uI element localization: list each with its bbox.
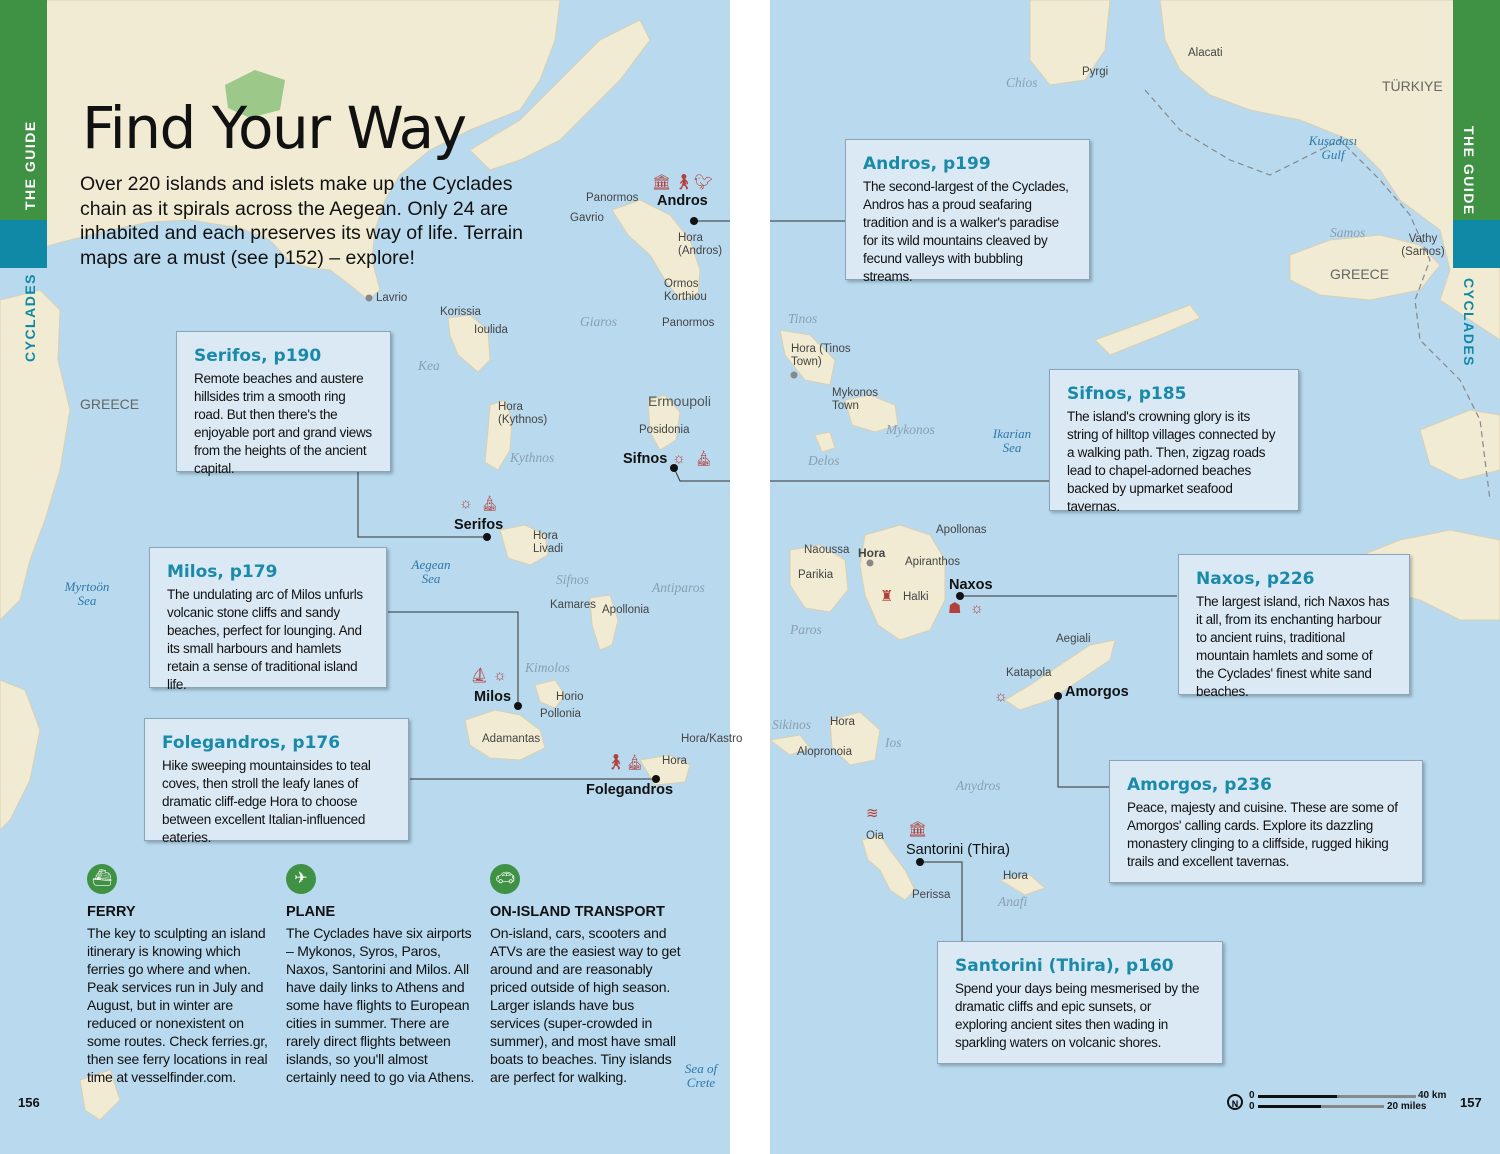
town-label: Hora [830,716,855,728]
town-label: Kamares [550,599,597,611]
town-label: Perissa [912,889,951,901]
page-gutter [730,0,770,1154]
town-label: Apollonas [936,524,987,536]
island-name-label: Kea [418,358,440,373]
town-label: Vathy (Samos) [1401,233,1445,258]
island-label-milos: Milos [474,689,512,705]
sunset-icon: ☼ [493,667,507,684]
info-box-naxos [1178,554,1410,699]
info-box-text: Spend your days being mesmerised by the dramatic cliffs and epic sunsets, or exploring ancient sites then wading in sparkling waters on volcanic shores. [955,981,1200,1050]
sea-label: Aegean Sea [411,557,451,586]
info-box-text: Hike sweeping mountainsides to teal coves, then stroll the leafy lanes of dramatic cliff-edge Hora to choose between excellent Italian-influenced eateries. [162,758,371,845]
north-arrow-icon: N [1227,1094,1243,1110]
info-box-amorgos [1109,760,1423,883]
town-label: Hora [1003,870,1028,882]
town-label: Apiranthos [905,556,960,568]
transport-ferry-text: The key to sculpting an island itinerary is knowing which ferries go where and when. Peak services run in July and August, but in winter are reduced or nonexistent on some routes. Check ferries.gr, then see ferry locations in real time at vesselfinder.com. [87,925,268,1085]
info-box-folegandros [144,718,409,845]
tab-region-left-marker [0,220,47,268]
island-name-label: Antiparos [652,580,705,595]
sea-label: Sea of Crete [684,1061,718,1090]
plane-icon: ✈︎ [286,864,316,894]
sunset-icon: ☼ [994,688,1008,705]
town-label: Hora [662,755,687,767]
island-name-label: Anydros [956,778,1001,793]
tab-guide-left-label: THE GUIDE [22,120,38,210]
town-label: Hora (Tinos Town) [791,343,851,368]
island-name-label: Giaros [580,314,618,329]
town-label: Aegiali [1056,633,1091,645]
scale-label-km: 40 km [1418,1090,1447,1101]
info-box-serifos [176,331,391,476]
island-label-serifos: Serifos [454,517,504,533]
info-box-title: Andros, p199 [863,154,991,174]
museum-icon: 🏛︎ [908,821,928,838]
sea-label: Myrtoön Sea [64,579,110,608]
town-label-hora-naxos: Hora [858,546,886,560]
hiker-icon: 🚶︎ [674,174,694,191]
church-icon: ⛪︎ [694,450,714,467]
town-label: Hora/Kastro [681,733,743,745]
info-box-text: The largest island, rich Naxos has it all, from its enchanting harbour to ancient ruins, traditional mountain hamlets and some of the Cyclades' finest white sand beaches. [1196,594,1390,699]
town-label: Hora (Kythnos) [498,401,548,426]
car-icon: 🚗︎ [490,864,520,894]
info-box-title: Milos, p179 [167,562,278,582]
info-box-text: Remote beaches and austere hillsides trim a smooth ring road. But then there's the enjoyable port and grand views from the heights of the ancient capital. [194,371,372,476]
island-name-label: Ios [885,735,902,750]
info-box-andros [845,139,1090,284]
ruins-icon: ☗ [948,600,962,617]
church-icon: ⛪︎ [625,754,645,771]
page-number-right: 157 [1460,1095,1482,1110]
info-box-text: The island's crowning glory is its string of hilltop villages connected by a walking path. Then, zigzag roads lead to chapel-adorned beaches backed by upmarket seafood tavernas. [1067,409,1276,514]
info-box-text: Peace, majesty and cuisine. These are some of Amorgos' calling cards. Explore its dazzling monastery clinging to a cliffside, rugged hiking trails and excellent tavernas. [1127,800,1398,869]
tab-region-right-label: CYCLADES [1461,278,1477,368]
island-name-label: Chios [1006,75,1038,90]
island-name-label: Mykonos [886,422,935,437]
info-box-title: Sifnos, p185 [1067,384,1187,404]
country-label: TÜRKIYE [1382,78,1443,94]
info-box-title: Naxos, p226 [1196,569,1315,589]
island-name-label: Sikinos [772,717,811,732]
town-label: Mykonos Town [832,387,879,412]
town-label: Horio [556,691,584,703]
info-box-title: Amorgos, p236 [1127,775,1272,795]
sunset-icon: ☼ [459,495,473,512]
church-icon: ⛪︎ [480,495,500,512]
town-label: Hora Livadi [533,530,564,555]
transport-ferry-title: FERRY [87,904,136,920]
tab-region-right-marker [1453,220,1500,268]
scale-label-miles: 20 miles [1387,1101,1427,1112]
island-name-label: Kythnos [510,450,555,465]
town-label: Gavrio [570,212,604,224]
page-intro: Over 220 islands and islets make up the Cyclades chain as it spirals across the Aegean. Only 24 are inhabited and each preserves its way of life. Terrain maps are a must (see p152) – explore! [80,173,523,269]
transport-plane-title: PLANE [286,904,336,920]
town-label: Ormos Korthiou [664,278,707,303]
sunset-icon: ☼ [672,450,686,467]
info-box-santorini [937,941,1223,1064]
page-title: Find Your Way [82,94,466,162]
island-name-label: Samos [1330,225,1366,240]
town-label: Parikia [798,569,834,581]
island-name-label: Kimolos [525,660,571,675]
museum-icon: 🏛︎ [652,174,672,191]
waves-icon: ≋ [866,805,879,822]
island-label-andros: Andros [657,193,708,209]
town-label: Oia [866,830,884,842]
island-name-label: Anafi [998,894,1028,909]
sea-label: Kuşadası Gulf [1308,133,1358,162]
tab-guide-right-label: THE GUIDE [1461,126,1477,216]
sea-label: Ikarian Sea [992,426,1032,455]
town-label: Korissia [440,306,481,318]
transport-plane-text: The Cyclades have six airports – Mykonos, Syros, Paros, Naxos, Santorini and Milos. All have daily links to Athens and some have flights to European cities in summer. There are rarely direct flights between islands, so you'll almost certainly need to go via Athens. [286,925,475,1085]
page-number-left: 156 [18,1095,40,1110]
scale-bar-km [1258,1095,1416,1098]
island-name-label: Paros [790,622,822,637]
country-label: GREECE [1330,266,1390,282]
island-label-amorgos: Amorgos [1065,684,1129,700]
town-label: Naoussa [804,544,850,556]
tab-region-left-label: CYCLADES [22,272,38,362]
island-label-naxos: Naxos [949,577,993,593]
info-box-text: The undulating arc of Milos unfurls volcanic stone cliffs and sandy beaches, perfect for lounging. And its small harbours and hamlets retain a sense of traditional island life. [167,587,363,692]
castle-icon: ♜ [880,588,894,605]
info-box-milos [149,547,387,692]
island-label-sifnos: Sifnos [623,451,668,467]
town-label: Alacati [1188,47,1223,59]
scale-bar-miles [1258,1105,1384,1108]
transport-onisland-title: ON-ISLAND TRANSPORT [490,904,665,920]
info-box-text: The second-largest of the Cyclades, Andros has a proud seafaring tradition and is a walker's paradise for its wild mountains cleaved by fecund valleys with bubbling streams. [863,179,1069,284]
transport-onisland-text: On-island, cars, scooters and ATVs are the easiest way to get around and are reasonably priced outside of high season. Larger islands have bus services (super-crowded in summer), and most have small boats to beaches. Tiny islands are perfect for walking. [490,925,681,1085]
info-box-title: Folegandros, p176 [162,733,341,753]
scale-zero-miles: 0 [1249,1101,1255,1112]
town-label: Katapola [1006,667,1052,679]
town-label-ermoupoli: Ermoupoli [648,393,712,409]
town-label: Posidonia [639,424,690,436]
ferry-icon: ⛴︎ [87,864,117,894]
town-label: Apollonia [602,604,650,616]
scale-zero-km: 0 [1249,1090,1255,1101]
town-label: Pyrgi [1082,66,1109,78]
island-name-label: Delos [808,453,840,468]
info-box-sifnos [1049,369,1299,514]
island-name-label: Tinos [788,311,818,326]
info-box-title: Serifos, p190 [194,346,322,366]
town-label: Panormos [586,192,639,204]
town-label: Alopronoia [797,746,852,758]
boat-icon: ⛵︎ [470,667,490,684]
island-label-folegandros: Folegandros [586,782,674,798]
island-name-label: Sifnos [556,572,590,587]
sunset-icon: ☼ [970,600,984,617]
town-label: Adamantas [482,733,541,745]
island-label-santorini: Santorini (Thira) [906,842,1010,858]
town-label: Panormos [662,317,715,329]
town-label: Lavrio [376,292,408,304]
bird-icon: 🐦︎ [694,174,714,191]
hiker-icon: 🚶︎ [606,754,626,771]
town-label: Ioulida [474,324,508,336]
town-label: Pollonia [540,708,581,720]
town-label: Hora (Andros) [678,232,723,257]
town-label: Halki [903,591,929,603]
info-box-title: Santorini (Thira), p160 [955,956,1174,976]
country-label: GREECE [80,396,140,412]
